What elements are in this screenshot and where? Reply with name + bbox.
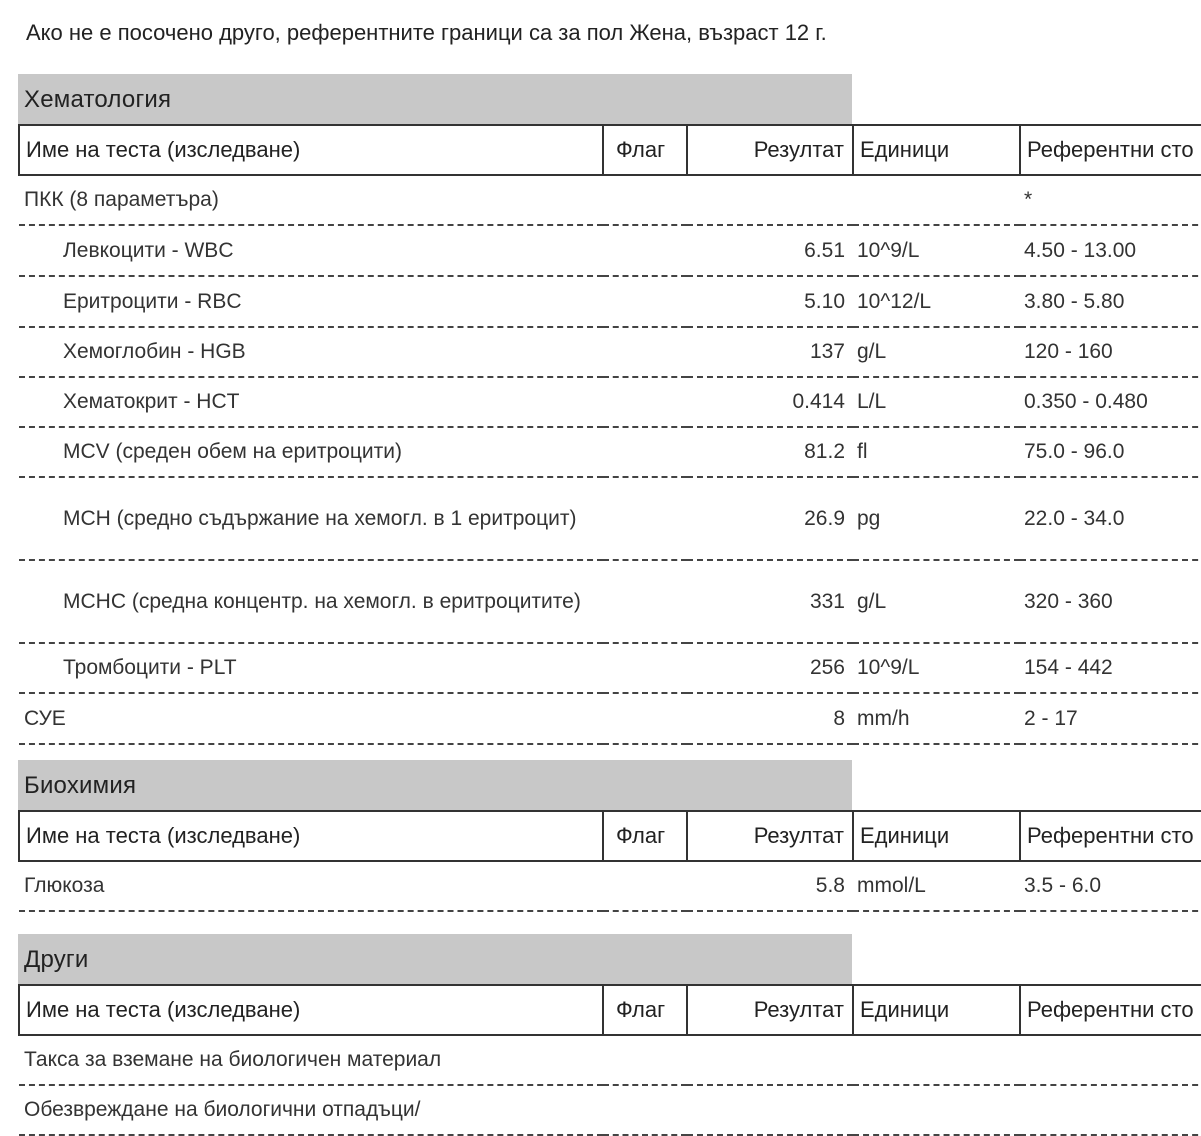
test-result: 6.51 (687, 225, 853, 276)
col-units-header: Единици (853, 985, 1020, 1035)
test-name: Глюкоза (19, 861, 603, 911)
section-other (18, 934, 1201, 1136)
table-row (19, 477, 1201, 560)
section-title: Други (18, 934, 852, 984)
test-name: Левкоцити - WBC (19, 225, 603, 276)
test-result (687, 175, 853, 225)
test-reference: 120 - 160 (1020, 327, 1201, 377)
test-result: 8 (687, 693, 853, 744)
col-result-header: Резултат (687, 985, 853, 1035)
test-reference: 154 - 442 (1020, 643, 1201, 693)
col-units-header: Единици (853, 811, 1020, 861)
reference-note: Ако не е посочено друго, референтните граници са за пол Жена, възраст 12 г. (26, 20, 827, 45)
table-row (19, 1085, 1201, 1135)
test-flag (603, 693, 687, 744)
test-flag (603, 175, 687, 225)
test-result: 26.9 (687, 477, 853, 560)
test-flag (603, 377, 687, 427)
table-row (19, 175, 1201, 225)
test-units: pg (853, 477, 1020, 560)
test-units: mm/h (853, 693, 1020, 744)
table-header (19, 811, 1201, 861)
test-result (687, 1085, 853, 1135)
results-table (18, 810, 1201, 912)
test-reference: 320 - 360 (1020, 560, 1201, 643)
test-flag (603, 427, 687, 477)
test-flag (603, 861, 687, 911)
test-result: 81.2 (687, 427, 853, 477)
col-name-header: Име на теста (изследване) (19, 811, 603, 861)
section-title: Биохимия (18, 760, 852, 810)
table-row (19, 327, 1201, 377)
test-reference: 3.5 - 6.0 (1020, 861, 1201, 911)
test-name: MCHC (средна концентр. на хемогл. в еритроцитите) (19, 560, 603, 643)
test-reference: 3.80 - 5.80 (1020, 276, 1201, 327)
test-name: Еритроцити - RBC (19, 276, 603, 327)
table-row (19, 1035, 1201, 1085)
test-units: 10^9/L (853, 643, 1020, 693)
col-flag-header: Флаг (603, 125, 687, 175)
test-name: Тромбоцити - PLT (19, 643, 603, 693)
test-name: ПКК (8 параметъра) (19, 175, 603, 225)
test-name: MCH (средно съдържание на хемогл. в 1 еритроцит) (19, 477, 603, 560)
test-reference: 22.0 - 34.0 (1020, 477, 1201, 560)
test-flag (603, 560, 687, 643)
section-title: Хематология (18, 74, 852, 124)
test-flag (603, 1085, 687, 1135)
table-row (19, 276, 1201, 327)
table-header (19, 125, 1201, 175)
test-reference (1020, 1085, 1201, 1135)
col-flag-header: Флаг (603, 811, 687, 861)
test-flag (603, 276, 687, 327)
test-result: 331 (687, 560, 853, 643)
test-result: 137 (687, 327, 853, 377)
table-row (19, 377, 1201, 427)
table-row (19, 693, 1201, 744)
table-row (19, 861, 1201, 911)
col-name-header: Име на теста (изследване) (19, 125, 603, 175)
col-ref-header: Референтни сто (1020, 811, 1201, 861)
test-units (853, 1085, 1020, 1135)
test-name: MCV (среден обем на еритроцити) (19, 427, 603, 477)
test-result (687, 1035, 853, 1085)
test-flag (603, 1035, 687, 1085)
test-name: Хематокрит - HCT (19, 377, 603, 427)
table-row (19, 225, 1201, 276)
test-units: g/L (853, 560, 1020, 643)
test-units: mmol/L (853, 861, 1020, 911)
test-result: 0.414 (687, 377, 853, 427)
col-ref-header: Референтни сто (1020, 125, 1201, 175)
test-flag (603, 643, 687, 693)
test-units: 10^9/L (853, 225, 1020, 276)
test-name: Хемоглобин - HGB (19, 327, 603, 377)
test-units: fl (853, 427, 1020, 477)
table-header (19, 985, 1201, 1035)
col-units-header: Единици (853, 125, 1020, 175)
test-units: 10^12/L (853, 276, 1020, 327)
test-units (853, 175, 1020, 225)
test-reference (1020, 1035, 1201, 1085)
test-name: СУЕ (19, 693, 603, 744)
test-units (853, 1035, 1020, 1085)
table-row (19, 427, 1201, 477)
test-reference: 4.50 - 13.00 (1020, 225, 1201, 276)
test-reference: 2 - 17 (1020, 693, 1201, 744)
col-ref-header: Референтни сто (1020, 985, 1201, 1035)
test-reference: * (1020, 175, 1201, 225)
test-units: L/L (853, 377, 1020, 427)
col-flag-header: Флаг (603, 985, 687, 1035)
col-name-header: Име на теста (изследване) (19, 985, 603, 1035)
test-flag (603, 225, 687, 276)
test-name: Такса за вземане на биологичен материал (19, 1035, 603, 1085)
section-hematology (18, 74, 1201, 745)
test-result: 5.8 (687, 861, 853, 911)
test-reference: 0.350 - 0.480 (1020, 377, 1201, 427)
test-result: 5.10 (687, 276, 853, 327)
results-table (18, 124, 1201, 745)
section-biochemistry (18, 760, 1201, 912)
test-reference: 75.0 - 96.0 (1020, 427, 1201, 477)
table-row (19, 643, 1201, 693)
test-flag (603, 327, 687, 377)
col-result-header: Резултат (687, 125, 853, 175)
test-name: Обезвреждане на биологични отпадъци/ (19, 1085, 603, 1135)
test-units: g/L (853, 327, 1020, 377)
results-table (18, 984, 1201, 1136)
test-result: 256 (687, 643, 853, 693)
table-row (19, 560, 1201, 643)
test-flag (603, 477, 687, 560)
col-result-header: Резултат (687, 811, 853, 861)
